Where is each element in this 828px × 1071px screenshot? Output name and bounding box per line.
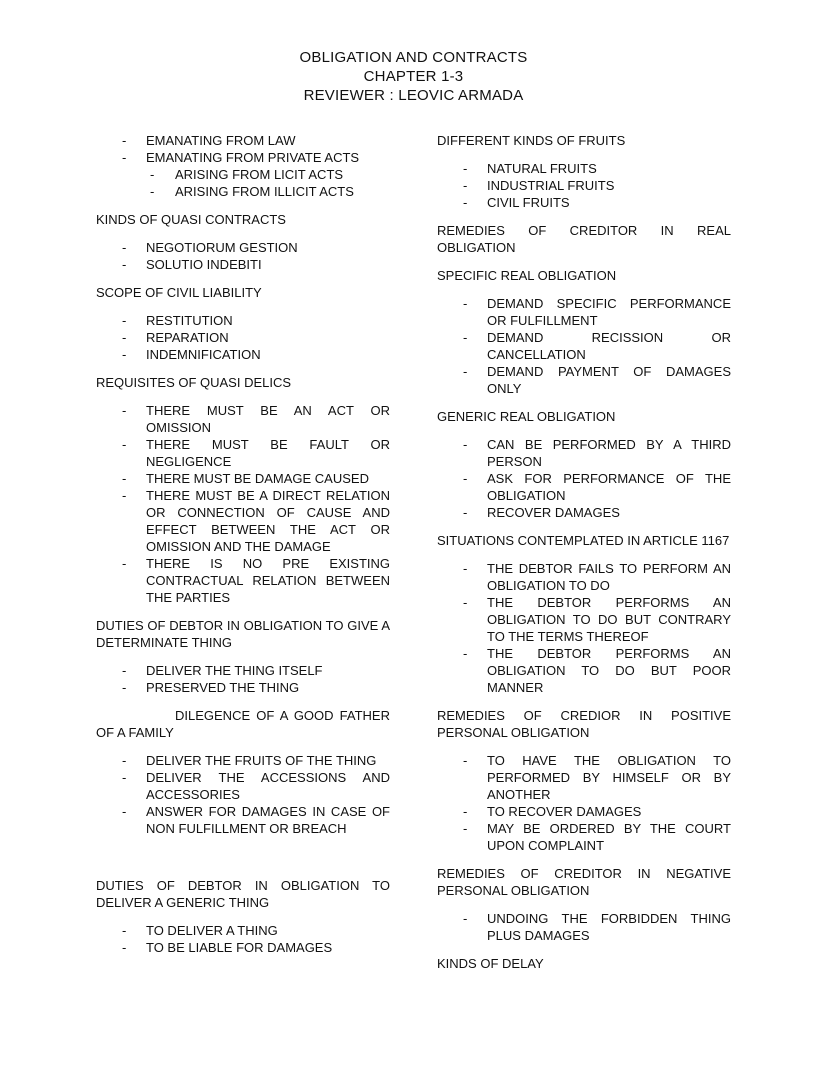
list-item-text: THE DEBTOR PERFORMS AN OBLIGATION TO DO BUT CONTRARY TO THE TERMS THEREOF — [487, 595, 731, 644]
bullet-list — [96, 752, 390, 837]
bullet-list — [437, 910, 731, 944]
dash-marker: - — [463, 195, 468, 210]
list-item — [96, 256, 390, 273]
document-title-block — [96, 48, 731, 105]
dash-marker: - — [122, 753, 127, 768]
list-item-text: ARISING FROM LICIT ACTS — [175, 167, 344, 182]
list-item-text: RECOVER DAMAGES — [487, 505, 620, 520]
list-item-text: TO HAVE THE OBLIGATION TO PERFORMED BY HIMSELF OR BY ANOTHER — [487, 753, 731, 802]
dash-marker: - — [122, 403, 127, 418]
list-item-text: NATURAL FRUITS — [487, 161, 597, 176]
bullet-list — [437, 436, 731, 521]
list-item — [437, 803, 731, 820]
list-item-text: CAN BE PERFORMED BY A THIRD PERSON — [487, 437, 731, 469]
list-item — [96, 470, 390, 487]
list-item-text: TO RECOVER DAMAGES — [487, 804, 642, 819]
list-item — [437, 752, 731, 803]
bullet-list — [96, 922, 390, 956]
list-item-text: INDUSTRIAL FRUITS — [487, 178, 615, 193]
bullet-list — [96, 662, 390, 696]
dash-marker: - — [122, 437, 127, 452]
list-item-text: EMANATING FROM PRIVATE ACTS — [146, 150, 360, 165]
section-heading: REMEDIES OF CREDITOR IN NEGATIVE PERSONAL OBLIGATION — [437, 866, 731, 898]
list-item — [437, 560, 731, 594]
list-item — [96, 662, 390, 679]
list-item — [437, 194, 731, 211]
list-item-text: MAY BE ORDERED BY THE COURT UPON COMPLAINT — [487, 821, 731, 853]
section-heading: SITUATIONS CONTEMPLATED IN ARTICLE 1167 — [437, 533, 730, 548]
dash-marker: - — [463, 753, 468, 768]
list-item — [437, 594, 731, 645]
list-item-text: DEMAND PAYMENT OF DAMAGES ONLY — [487, 364, 731, 396]
section-heading: DUTIES OF DEBTOR IN OBLIGATION TO GIVE A DETERMINATE THING — [96, 618, 390, 650]
bullet-list — [96, 312, 390, 363]
section-heading: SCOPE OF CIVIL LIABILITY — [96, 285, 262, 300]
dash-marker: - — [122, 240, 127, 255]
dash-marker: - — [463, 804, 468, 819]
dash-marker: - — [150, 184, 155, 199]
section-heading: GENERIC REAL OBLIGATION — [437, 409, 616, 424]
list-item-text: ARISING FROM ILLICIT ACTS — [175, 184, 354, 199]
list-item — [96, 803, 390, 837]
bullet-list — [437, 295, 731, 397]
dash-marker: - — [463, 330, 468, 345]
list-item-text: CIVIL FRUITS — [487, 195, 570, 210]
list-item — [437, 436, 731, 470]
right-column — [437, 132, 731, 983]
list-item-text: THE DEBTOR FAILS TO PERFORM AN OBLIGATION TO DO — [487, 561, 731, 593]
document-chapter: CHAPTER 1-3 — [363, 68, 464, 85]
bullet-list — [96, 132, 390, 200]
list-item-text: THERE MUST BE FAULT OR NEGLIGENCE — [146, 437, 390, 469]
list-item-text: THERE MUST BE AN ACT OR OMISSION — [146, 403, 390, 435]
list-item — [437, 645, 731, 696]
list-item-text: ANSWER FOR DAMAGES IN CASE OF NON FULFILLMENT OR BREACH — [146, 804, 390, 836]
list-item — [96, 487, 390, 555]
dash-marker: - — [150, 167, 155, 182]
list-item — [437, 295, 731, 329]
list-item — [96, 922, 390, 939]
list-item — [96, 769, 390, 803]
list-item-text: THE DEBTOR PERFORMS AN OBLIGATION TO DO BUT POOR MANNER — [487, 646, 731, 695]
dash-marker: - — [122, 330, 127, 345]
list-item-text: NEGOTIORUM GESTION — [146, 240, 298, 255]
dash-marker: - — [122, 940, 127, 955]
list-item-text: SOLUTIO INDEBITI — [146, 257, 262, 272]
list-item — [437, 470, 731, 504]
bullet-list — [96, 239, 390, 273]
document-title: OBLIGATION AND CONTRACTS — [299, 49, 528, 66]
list-item — [96, 555, 390, 606]
list-item — [96, 329, 390, 346]
section-heading: DUTIES OF DEBTOR IN OBLIGATION TO DELIVER A GENERIC THING — [96, 878, 390, 910]
list-item — [96, 149, 390, 166]
list-item-text: THERE IS NO PRE EXISTING CONTRACTUAL RELATION BETWEEN THE PARTIES — [146, 556, 390, 605]
list-item — [437, 910, 731, 944]
bullet-list — [437, 160, 731, 211]
list-item-text: DEMAND SPECIFIC PERFORMANCE OR FULFILLMENT — [487, 296, 731, 328]
list-item — [96, 346, 390, 363]
list-item-text: INDEMNIFICATION — [146, 347, 261, 362]
dash-marker: - — [463, 821, 468, 836]
section-heading: SPECIFIC REAL OBLIGATION — [437, 268, 617, 283]
list-item — [96, 752, 390, 769]
dash-marker: - — [122, 663, 127, 678]
list-item-text: EMANATING FROM LAW — [146, 133, 296, 148]
list-item-text: PRESERVED THE THING — [146, 680, 300, 695]
list-item — [96, 239, 390, 256]
dash-marker: - — [463, 161, 468, 176]
list-item — [96, 132, 390, 149]
list-item-text: DEMAND RECISSION OR CANCELLATION — [487, 330, 731, 362]
dash-marker: - — [122, 923, 127, 938]
section-heading: KINDS OF DELAY — [437, 956, 544, 971]
section-heading: DIFFERENT KINDS OF FRUITS — [437, 133, 626, 148]
list-item — [96, 166, 390, 183]
list-item — [96, 436, 390, 470]
dash-marker: - — [463, 505, 468, 520]
list-item — [96, 402, 390, 436]
list-item-text: TO BE LIABLE FOR DAMAGES — [146, 940, 333, 955]
section-heading: REQUISITES OF QUASI DELICS — [96, 375, 292, 390]
dash-marker: - — [122, 556, 127, 571]
section-heading: REMEDIES OF CREDITOR IN REAL OBLIGATION — [437, 223, 731, 255]
bullet-list — [437, 560, 731, 696]
list-item — [437, 363, 731, 397]
dash-marker: - — [463, 911, 468, 926]
list-item-text: RESTITUTION — [146, 313, 233, 328]
dash-marker: - — [122, 804, 127, 819]
list-item — [437, 329, 731, 363]
list-item-text: ASK FOR PERFORMANCE OF THE OBLIGATION — [487, 471, 731, 503]
dash-marker: - — [463, 296, 468, 311]
list-item-text: REPARATION — [146, 330, 229, 345]
list-item-text: TO DELIVER A THING — [146, 923, 278, 938]
list-item — [437, 504, 731, 521]
list-item-text: DELIVER THE THING ITSELF — [146, 663, 323, 678]
dash-marker: - — [122, 133, 127, 148]
dash-marker: - — [122, 257, 127, 272]
section-heading: REMEDIES OF CREDIOR IN POSITIVE PERSONAL OBLIGATION — [437, 708, 731, 740]
list-item-text: THERE MUST BE DAMAGE CAUSED — [146, 471, 369, 486]
dash-marker: - — [463, 178, 468, 193]
list-item — [437, 177, 731, 194]
list-item — [96, 939, 390, 956]
dash-marker: - — [122, 150, 127, 165]
dash-marker: - — [463, 595, 468, 610]
dash-marker: - — [122, 313, 127, 328]
section-heading: KINDS OF QUASI CONTRACTS — [96, 212, 286, 227]
bullet-list — [437, 752, 731, 854]
dash-marker: - — [463, 471, 468, 486]
section-heading: DILEGENCE OF A GOOD FATHER OF A FAMILY — [96, 708, 390, 740]
list-item — [96, 312, 390, 329]
dash-marker: - — [122, 680, 127, 695]
bullet-list — [96, 402, 390, 606]
list-item — [437, 820, 731, 854]
list-item — [437, 160, 731, 177]
dash-marker: - — [463, 364, 468, 379]
dash-marker: - — [122, 347, 127, 362]
dash-marker: - — [463, 646, 468, 661]
list-item — [96, 679, 390, 696]
two-column-body — [96, 132, 731, 983]
dash-marker: - — [122, 770, 127, 785]
document-reviewer: REVIEWER : LEOVIC ARMADA — [303, 87, 524, 104]
left-column — [96, 132, 390, 983]
list-item-text: UNDOING THE FORBIDDEN THING PLUS DAMAGES — [487, 911, 731, 943]
list-item-text: DELIVER THE FRUITS OF THE THING — [146, 753, 377, 768]
dash-marker: - — [463, 437, 468, 452]
dash-marker: - — [122, 471, 127, 486]
dash-marker: - — [463, 561, 468, 576]
list-item — [96, 183, 390, 200]
list-item-text: THERE MUST BE A DIRECT RELATION OR CONNECTION OF CAUSE AND EFFECT BETWEEN THE ACT OR OMISSION AND THE DAMAGE — [146, 488, 390, 554]
dash-marker: - — [122, 488, 127, 503]
list-item-text: DELIVER THE ACCESSIONS AND ACCESSORIES — [146, 770, 390, 802]
